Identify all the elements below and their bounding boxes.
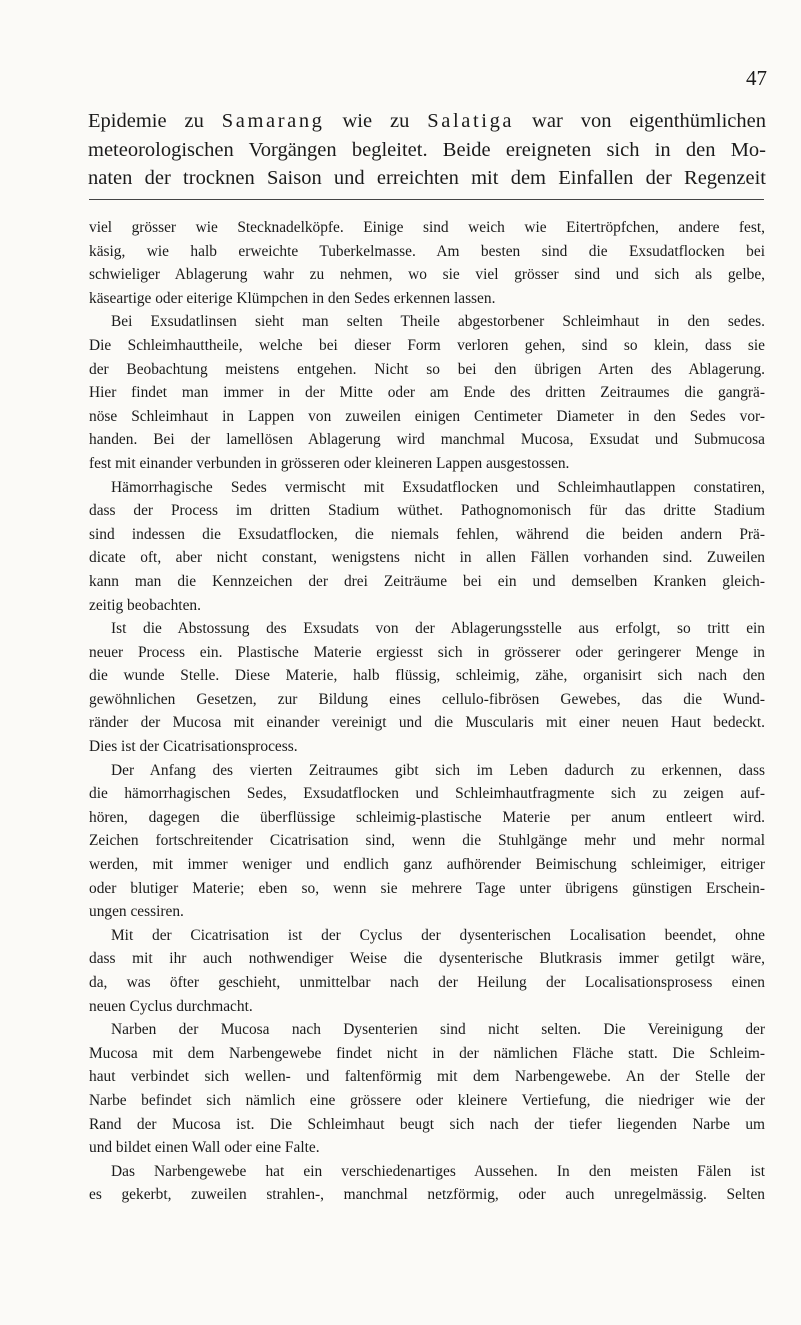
place-name-salatiga: Salatiga <box>427 110 515 132</box>
footnote-line: ungen cessiren. <box>89 903 184 921</box>
footnote-line: Rand der Mucosa ist. Die Schleimhaut beugt sich nach der tiefer liegenden Narbe um <box>89 1115 765 1133</box>
footnote-line: Hämorrhagische Sedes vermischt mit Exsudatflocken und Schleimhautlappen constatiren, <box>111 478 765 496</box>
footnote-text <box>89 216 765 1207</box>
footnote-separator-rule <box>89 199 764 200</box>
footnote-line: Narben der Mucosa nach Dysenterien sind nicht selten. Die Vereinigung der <box>111 1021 765 1039</box>
footnote-line: ränder der Mucosa mit einander vereinigt und die Muscularis mit einer neuen Haut bedeckt. <box>89 714 765 732</box>
footnote-line: käsig, wie halb erweichte Tuberkelmasse. Am besten sind die Exsudatflocken bei <box>89 242 765 260</box>
footnote-line: Der Anfang des vierten Zeitraumes gibt sich im Leben dadurch zu erkennen, dass <box>111 761 765 779</box>
footnote-line: Die Schleimhauttheile, welche bei dieser Form verloren gehen, sind so klein, dass sie <box>89 336 765 354</box>
footnote-line: hören, dagegen die überflüssige schleimig-plastische Materie per anum entleert wird. <box>89 808 765 826</box>
footnote-line: Mit der Cicatrisation ist der Cyclus der dysenterischen Localisation beendet, ohne <box>111 926 765 944</box>
footnote-line: Mucosa mit dem Narbengewebe findet nicht in der nämlichen Fläche statt. Die Schleim- <box>89 1044 765 1062</box>
page-number: 47 <box>746 66 767 90</box>
main-text-line-3: naten der trocknen Saison und erreichten mit dem Einfallen der Regenzeit <box>88 167 766 189</box>
footnote-line: oder blutiger Materie; eben so, wenn sie mehrere Tage unter übrigens günstigen Erschein- <box>89 879 765 897</box>
footnote-line: fest mit einander verbunden in grösseren oder kleineren Lappen ausgestossen. <box>89 454 570 472</box>
main-text-line-1-part-2: wie zu <box>324 110 428 132</box>
footnote-line: neuer Process ein. Plastische Materie ergiesst sich in grösserer oder geringerer Menge in <box>89 643 765 661</box>
footnote-line: neuen Cyclus durchmacht. <box>89 997 253 1015</box>
footnote-line: der Beobachtung meistens entgehen. Nicht so bei den übrigen Arten des Ablagerung. <box>89 360 765 378</box>
footnote-line: handen. Bei der lamellösen Ablagerung wird manchmal Mucosa, Exsudat und Submucosa <box>89 431 765 449</box>
footnote-line: die wunde Stelle. Diese Materie, halb flüssig, schleimig, zähe, organisirt sich nach den <box>89 667 765 685</box>
main-text-line-2: meteorologischen Vorgängen begleitet. Beide ereigneten sich in den Mo- <box>88 138 766 161</box>
footnote-line: und bildet einen Wall oder eine Falte. <box>89 1139 320 1157</box>
footnote-line: nöse Schleimhaut in Lappen von zuweilen einigen Centimeter Diameter in den Sedes vor- <box>89 407 765 425</box>
place-name-samarang: Samarang <box>221 110 325 132</box>
footnote-line: Ist die Abstossung des Exsudats von der Ablagerungsstelle aus erfolgt, so tritt ein <box>111 620 765 638</box>
main-text-line-1 <box>88 107 766 136</box>
footnote-line: dass der Process im dritten Stadium wüthet. Pathognomonisch für das dritte Stadium <box>89 502 765 520</box>
footnote-line: Narbe befindet sich nämlich eine grössere oder kleinere Vertiefung, die niedriger wie der <box>89 1091 765 1109</box>
footnote-line: gewöhnlichen Gesetzen, zur Bildung eines cellulo-fibrösen Gewebes, das die Wund- <box>89 690 765 708</box>
footnote-line: dass mit ihr auch nothwendiger Weise die dysenterische Blutkrasis immer getilgt wäre, <box>89 950 765 968</box>
main-body-text <box>88 107 766 193</box>
footnote-line: schwieliger Ablagerung wahr zu nehmen, wo sie viel grösser sind und sich als gelbe, <box>89 266 765 284</box>
footnote-line: werden, mit immer weniger und endlich ganz aufhörender Beimischung schleimiger, eitriger <box>89 856 765 874</box>
main-text-line-1-part-1: Epidemie zu <box>88 110 222 132</box>
footnote-line: Bei Exsudatlinsen sieht man selten Theile abgestorbener Schleimhaut in den sedes. <box>111 313 765 331</box>
footnote-line: dicate oft, aber nicht constant, wenigstens nicht in allen Fällen vorhanden sind. Zuweilen <box>89 549 765 567</box>
footnote-line: sind indessen die Exsudatflocken, die niemals fehlen, während die beiden andern Prä- <box>89 525 765 543</box>
footnote-line: zeitig beobachten. <box>89 596 201 614</box>
footnote-line: haut verbindet sich wellen- und faltenförmig mit dem Narbengewebe. An der Stelle der <box>89 1068 765 1086</box>
footnote-line: Das Narbengewebe hat ein verschiedenartiges Aussehen. In den meisten Fälen ist <box>111 1162 765 1180</box>
footnote-line: Zeichen fortschreitender Cicatrisation sind, wenn die Stuhlgänge mehr und mehr normal <box>89 832 765 850</box>
footnote-line: viel grösser wie Stecknadelköpfe. Einige sind weich wie Eitertröpfchen, andere fest, <box>89 219 765 236</box>
footnote-line: da, was öfter geschieht, unmittelbar nach der Heilung der Localisationsprosess einen <box>89 974 765 991</box>
footnote-line: käseartige oder eiterige Klümpchen in den Sedes erkennen lassen. <box>89 289 496 307</box>
footnote-line: Dies ist der Cicatrisationsprocess. <box>89 738 298 756</box>
footnote-line: kann man die Kennzeichen der drei Zeiträume bei ein und demselben Kranken gleich- <box>89 572 765 590</box>
main-text-line-1-part-3: war von eigenthümlichen <box>514 110 767 132</box>
footnote-line: die hämorrhagischen Sedes, Exsudatflocken und Schleimhautfragmente sich zu zeigen auf- <box>89 785 765 803</box>
footnote-line: Hier findet man immer in der Mitte oder am Ende des dritten Zeitraumes die gangrä- <box>89 384 765 402</box>
footnote-line: es gekerbt, zuweilen strahlen-, manchmal netzförmig, oder auch unregelmässig. Selten <box>89 1186 765 1204</box>
